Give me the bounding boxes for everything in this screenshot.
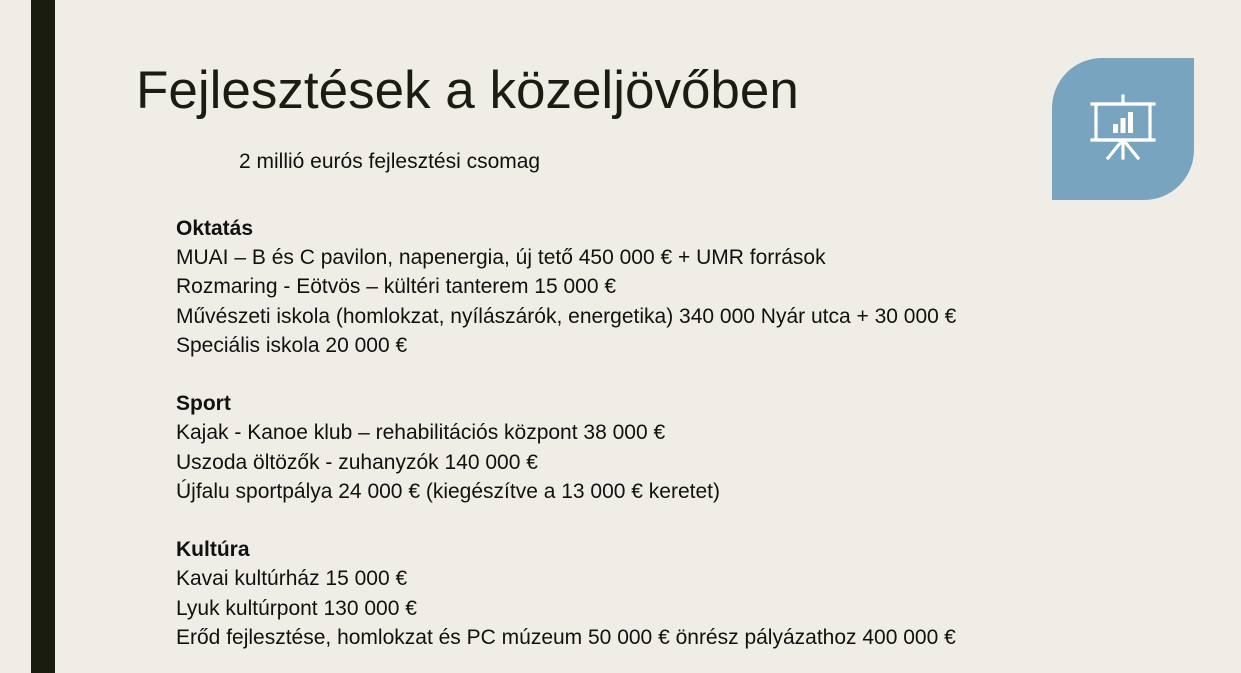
list-item: Újfalu sportpálya 24 000 € (kiegészítve a 13 000 € keretet) bbox=[176, 479, 720, 503]
section-heading: Kultúra bbox=[176, 538, 250, 562]
section-heading: Oktatás bbox=[176, 217, 254, 240]
list-item: Erőd fejlesztése, homlokzat és PC múzeum 50 000 € önrész pályázathoz 400 000 € bbox=[176, 625, 956, 649]
section-oktatas bbox=[176, 214, 956, 360]
list-item: Kavai kultúrház 15 000 € bbox=[176, 567, 408, 591]
list-item: Speciális iskola 20 000 € bbox=[176, 333, 408, 357]
list-item: Kajak - Kanoe klub – rehabilitációs központ 38 000 € bbox=[176, 421, 666, 445]
section-kultura bbox=[176, 535, 956, 652]
list-item: Rozmaring - Eötvös – kültéri tanterem 15 000 € bbox=[176, 275, 617, 299]
section-sport bbox=[176, 389, 956, 506]
icon-box bbox=[1052, 58, 1194, 200]
list-item: Művészeti iskola (homlokzat, nyílászárók, energetika) 340 000 Nyár utca + 30 000 € bbox=[176, 304, 957, 328]
presentation-board-icon bbox=[1090, 94, 1156, 162]
list-item: Lyuk kultúrpont 130 000 € bbox=[176, 596, 417, 620]
list-item: Uszoda öltözők - zuhanyzók 140 000 € bbox=[176, 450, 538, 474]
list-item: MUAI – B és C pavilon, napenergia, új tető 450 000 € + UMR források bbox=[176, 246, 826, 270]
slide-subtitle: 2 millió eurós fejlesztési csomag bbox=[239, 150, 541, 173]
slide-title: Fejlesztések a közeljövőben bbox=[136, 61, 799, 120]
left-accent-bar bbox=[31, 0, 55, 673]
slide-content bbox=[176, 214, 956, 652]
section-heading: Sport bbox=[176, 392, 231, 416]
